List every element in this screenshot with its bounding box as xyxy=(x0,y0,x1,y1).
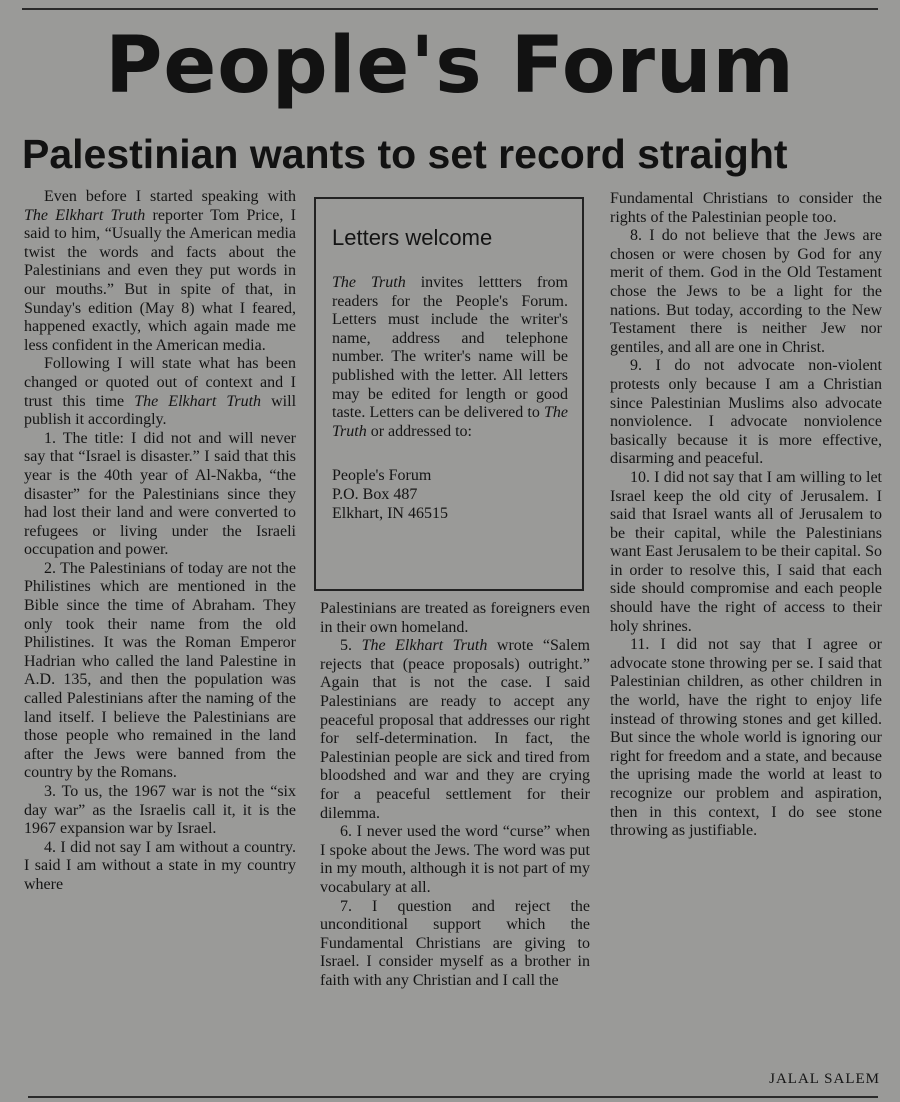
paragraph: 1. The title: I did not and will never say that “Israel is disaster.” I said that this year is the 40th year of Al-Nakba, “the disaster” for the Palestinians since they had lost their land and were converted to refugees or living under the Israeli occupation and power. xyxy=(24,429,296,559)
top-rule xyxy=(22,8,878,10)
paragraph: 9. I do not advocate non-violent protests only because I am a Christian since Palestinian Muslims also advocate nonviolence. I advocate nonviolence basically because it is more effective, disarming and peaceful. xyxy=(610,357,882,468)
paragraph: 2. The Palestinians of today are not the Philistines which are mentioned in the Bible since the time of Abraham. They only took their name from the old Philistines. It was the Roman Emperor Hadrian who called the land Palestine in A.D. 135, and then the population was called Palestinians after the naming of the land itself. I believe the Palestinians are those people who remained in the land after the Jews were banned from the country by the Romans. xyxy=(24,559,296,782)
article-column-1 xyxy=(24,188,296,1088)
address-line: P.O. Box 487 xyxy=(332,485,418,503)
article-column-2 xyxy=(320,600,590,1090)
author-signature: JALAL SALEM xyxy=(769,1071,880,1087)
paragraph: 11. I did not say that I agree or advocate stone throwing per se. I said that Palestinian children, as other children in the world, have the right to enjoy life instead of throwing stones and get killed. But since the whole world is ignoring our right for freedom and a state, and because the uprising made the world at least to recognize our problem and aspiration, then in this context, I do see stone throwing as justifiable. xyxy=(610,636,882,840)
letters-box-body: The Truth invites lettters from readers for the People's Forum. Letters must include the writer's name, address and telephone number. The writer's name will be published with the letter. All letters may be edited for length or good taste. Letters can be delivered to The Truth or addressed to: xyxy=(332,274,568,440)
bottom-rule xyxy=(28,1096,878,1098)
section-masthead: People's Forum xyxy=(105,21,795,111)
paragraph: 6. I never used the word “curse” when I spoke about the Jews. The word was put in my mouth, although it is not part of my vocabulary at all. xyxy=(320,823,590,896)
paragraph: Palestinians are treated as foreigners even in their own homeland. xyxy=(320,600,590,636)
paragraph: Even before I started speaking with The Elkhart Truth reporter Tom Price, I said to him, “Usually the American media twist the words and facts about the Palestinians and even they put words in our mouths.” But in spite of that, in Sunday's edition (May 8) what I feared, happened exactly, which again made me less confident in the American media. xyxy=(24,188,296,354)
paragraph: 4. I did not say I am without a country. I said I am without a state in my country where xyxy=(24,838,296,893)
article-headline: Palestinian wants to set record straight xyxy=(22,131,788,177)
article-column-3 xyxy=(610,190,882,1090)
mailing-address xyxy=(332,467,568,523)
paragraph: Fundamental Christians to consider the rights of the Palestinian people too. xyxy=(610,190,882,226)
paragraph: 8. I do not believe that the Jews are chosen or were chosen by God for any merit of them. God in the Old Testament chose the Jews to be a light for the nations. But today, according to the New Testament there is neither Jew nor gentiles, and all are one in Christ. xyxy=(610,227,882,356)
address-line: Elkhart, IN 46515 xyxy=(332,504,448,522)
letters-welcome-box xyxy=(314,197,584,591)
paragraph: 10. I did not say that I am willing to let Israel keep the old city of Jerusalem. I said that Israel wants all of Jerusalem to be their capital, while the Palestinians want East Jerusalem to be their capital. So in order to resolve this, I said that each side should compromise and each people should have the right of access to their holy shrines. xyxy=(610,468,882,635)
paragraph: 3. To us, the 1967 war is not the “six day war” as the Israelis call it, it is the 1967 expansion war by Israel. xyxy=(24,783,296,838)
paragraph: 7. I question and reject the unconditional support which the Fundamental Christians are giving to Israel. I consider myself as a brother in faith with any Christian and I call the xyxy=(320,897,590,989)
address-line: People's Forum xyxy=(332,467,432,485)
paragraph: 5. The Elkhart Truth wrote “Salem rejects that (peace proposals) outright.” Again that is not the case. I said Palestinians are ready to accept any peaceful proposal that addresses our right for self-determination. In fact, the Palestinian people are sick and tired from bloodshed and war and they are crying for a peaceful settlement for their dilemma. xyxy=(320,637,590,822)
letters-box-title: Letters welcome xyxy=(332,225,493,250)
paragraph: Following I will state what has been changed or quoted out of context and I trust this time The Elkhart Truth will publish it accordingly. xyxy=(24,355,297,429)
